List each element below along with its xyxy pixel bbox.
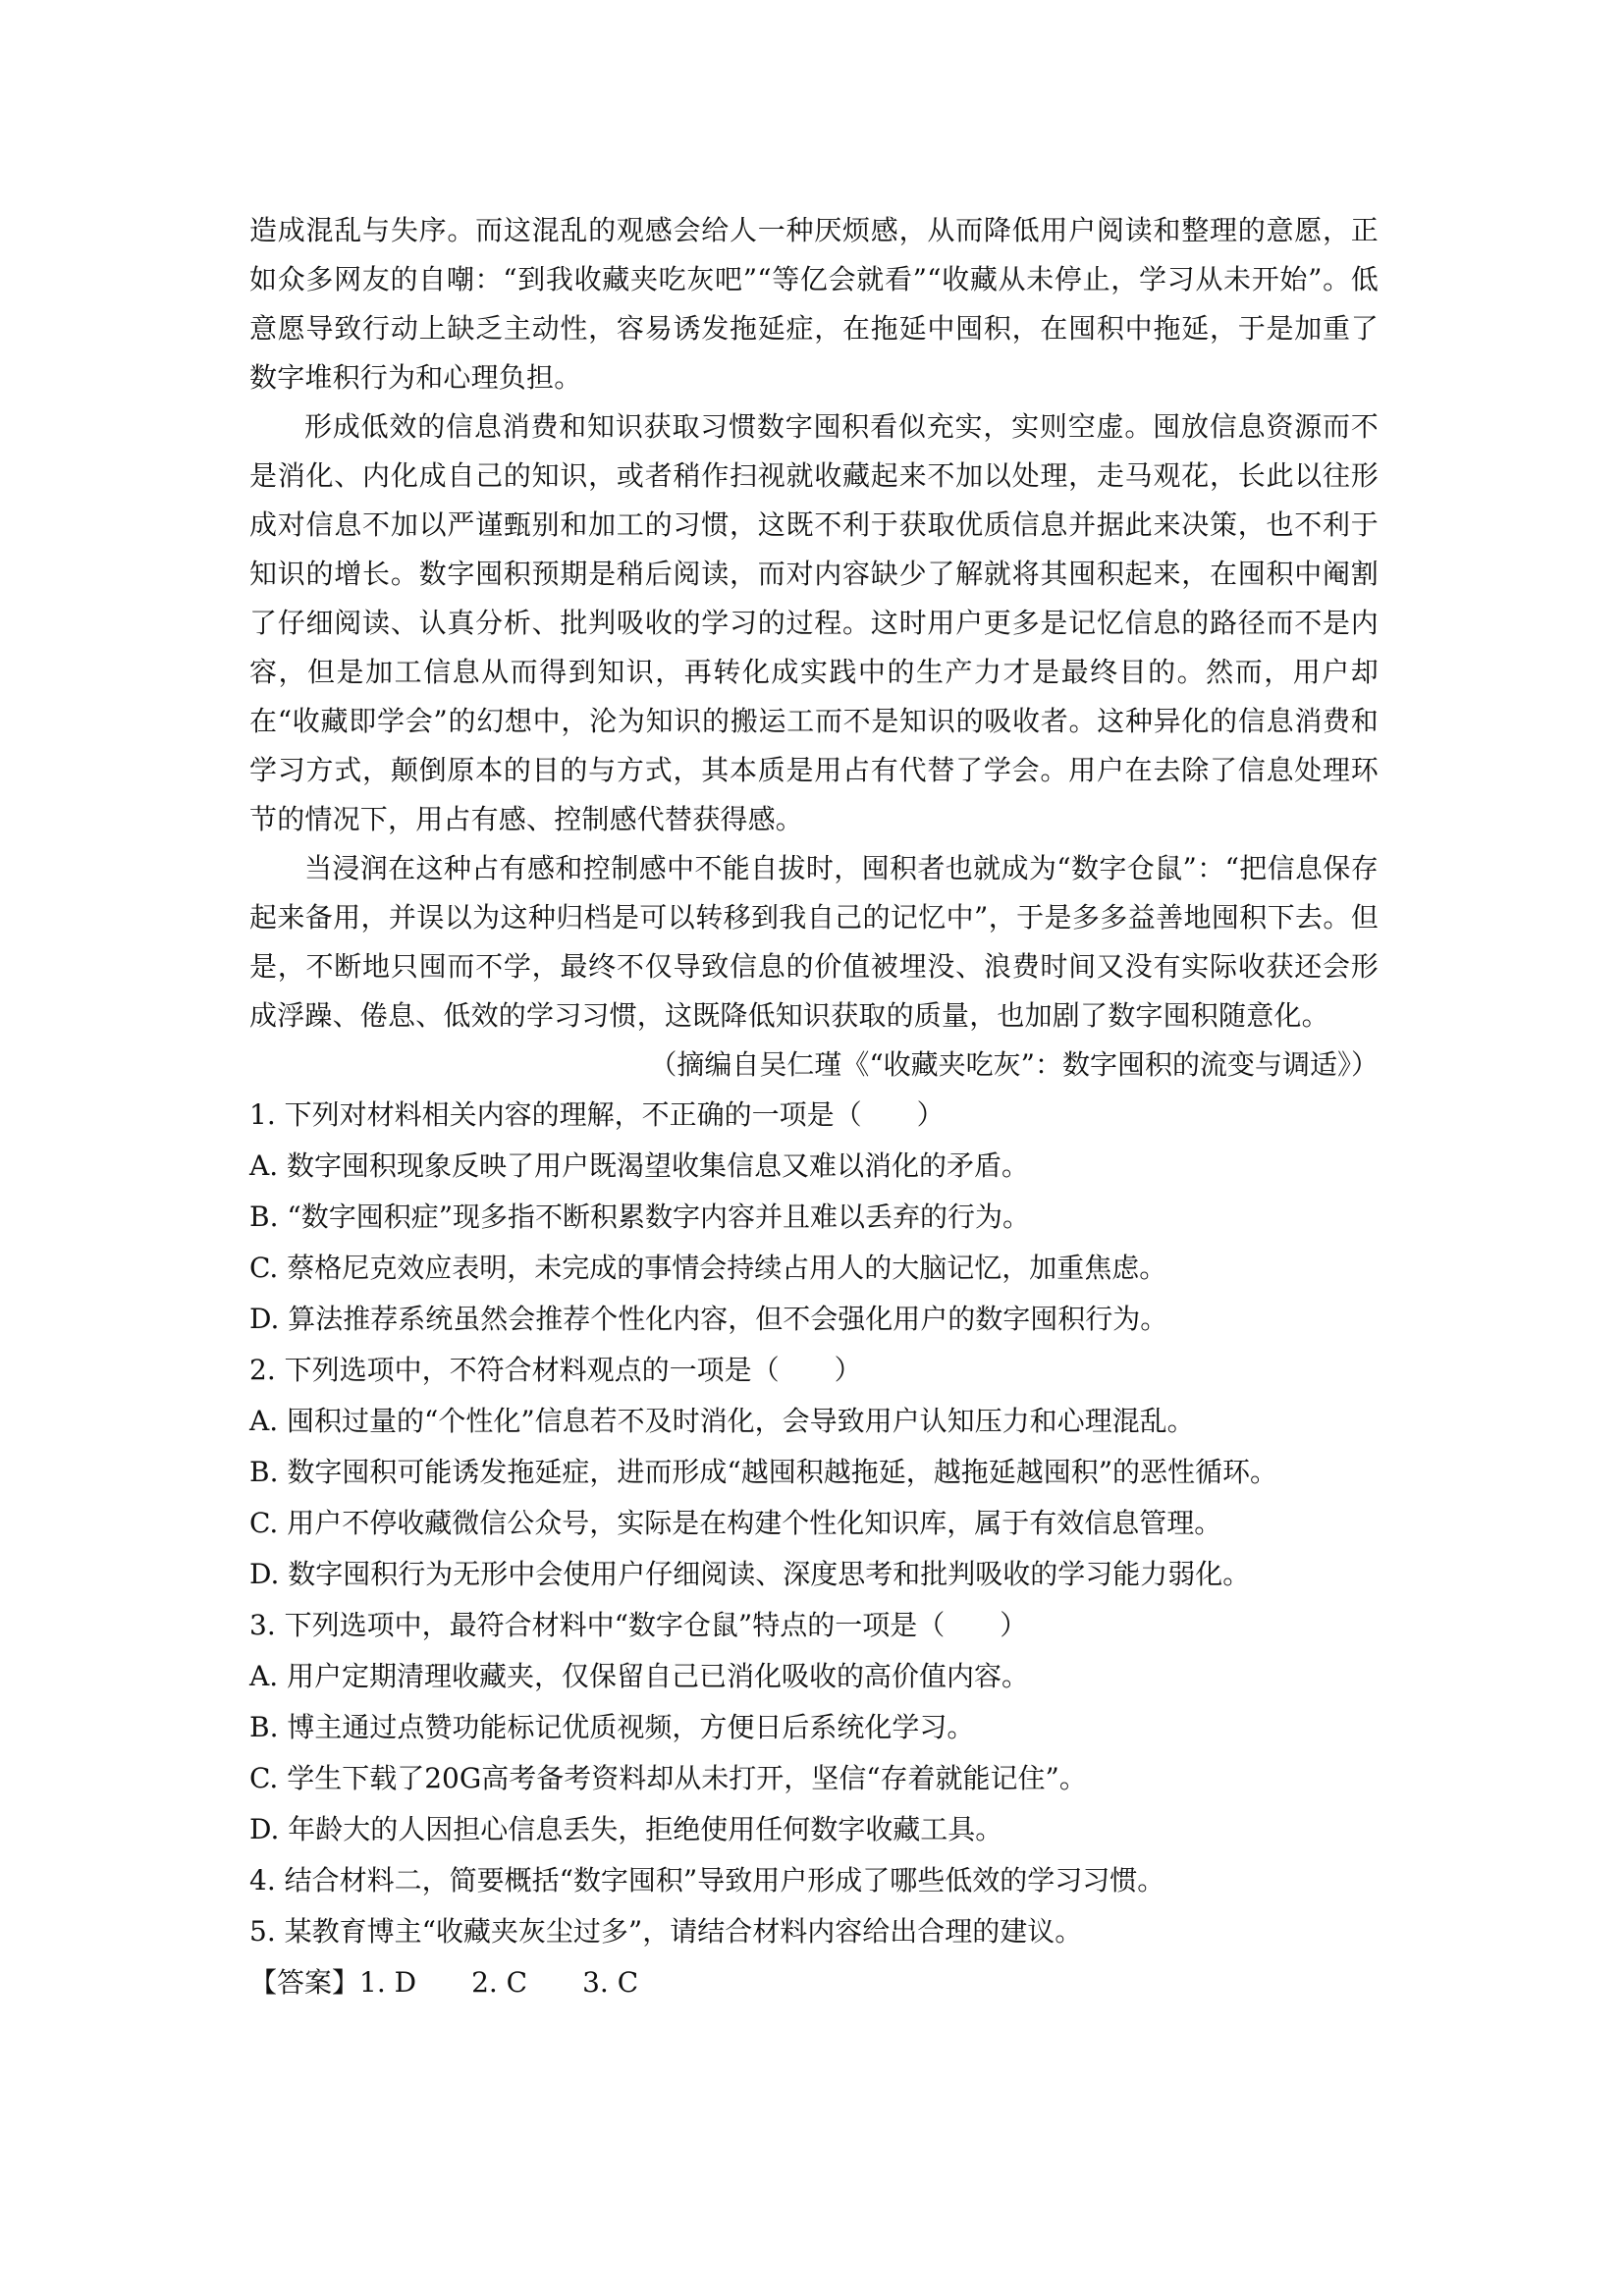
question-3-option-c: C. 学生下载了20G高考备考资料却从未打开，坚信“存着就能记住”。 (249, 1762, 1087, 1794)
question-2-option-d: D. 数字囤积行为无形中会使用户仔细阅读、深度思考和批判吸收的学习能力弱化。 (249, 1558, 1251, 1590)
question-1-option-d: D. 算法推荐系统虽然会推荐个性化内容，但不会强化用户的数字囤积行为。 (249, 1303, 1168, 1335)
question-3-option-b: B. 博主通过点赞功能标记优质视频，方便日后系统化学习。 (249, 1711, 975, 1743)
question-2-option-b: B. 数字囤积可能诱发拖延症，进而形成“越囤积越拖延，越拖延越囤积”的恶性循环。 (249, 1456, 1278, 1488)
document-body (249, 206, 1379, 2008)
question-2: 2. 下列选项中，不符合材料观点的一项是（ ） (249, 1354, 862, 1386)
answer-key: 【答案】1. D 2. C 3. C (249, 1966, 639, 1999)
question-5: 5. 某教育博主“收藏夹灰尘过多”，请结合材料内容给出合理的建议。 (249, 1915, 1083, 1948)
source-citation: （摘编自吴仁瑾《“收藏夹吃灰”：数字囤积的流变与调适》） (649, 1048, 1379, 1081)
question-1-option-c: C. 蔡格尼克效应表明，未完成的事情会持续占用人的大脑记忆，加重焦虑。 (249, 1252, 1167, 1284)
paragraph-1: 造成混乱与失序。而这混乱的观感会给人一种厌烦感，从而降低用户阅读和整理的意愿，正如众多网友的自嘲：“到我收藏夹吃灰吧”“等亿会就看”“收藏从未停止，学习从未开始”。低意愿导致行动上缺乏主动性，容易诱发拖延症，在拖延中囤积，在囤积中拖延，于是加重了数字堆积行为和心理负担。 (249, 214, 1379, 394)
question-3-option-d: D. 年龄大的人因担心信息丢失，拒绝使用任何数字收藏工具。 (249, 1813, 1003, 1845)
question-3: 3. 下列选项中，最符合材料中“数字仓鼠”特点的一项是（ ） (249, 1609, 1028, 1641)
question-1-option-a: A. 数字囤积现象反映了用户既渴望收集信息又难以消化的矛盾。 (249, 1149, 1030, 1182)
question-2-option-c: C. 用户不停收藏微信公众号，实际是在构建个性化知识库，属于有效信息管理。 (249, 1507, 1222, 1539)
question-1: 1. 下列对材料相关内容的理解，不正确的一项是（ ） (249, 1098, 945, 1131)
question-4: 4. 结合材料二，简要概括“数字囤积”导致用户形成了哪些低效的学习习惯。 (249, 1864, 1165, 1896)
question-2-option-a: A. 囤积过量的“个性化”信息若不及时消化，会导致用户认知压力和心理混乱。 (249, 1405, 1195, 1437)
question-3-option-a: A. 用户定期清理收藏夹，仅保留自己已消化吸收的高价值内容。 (249, 1660, 1030, 1692)
question-1-option-b: B. “数字囤积症”现多指不断积累数字内容并且难以丢弃的行为。 (249, 1201, 1031, 1233)
paragraph-2: 形成低效的信息消费和知识获取习惯数字囤积看似充实，实则空虚。囤放信息资源而不是消化、内化成自己的知识，或者稍作扫视就收藏起来不加以处理，走马观花，长此以往形成对信息不加以严谨甄别和加工的习惯，这既不利于获取优质信息并据此来决策，也不利于知识的增长。数字囤积预期是稍后阅读，而对内容缺少了解就将其囤积起来，在囤积中阉割了仔细阅读、认真分析、批判吸收的学习的过程。这时用户更多是记忆信息的路径而不是内容，但是加工信息从而得到知识，再转化成实践中的生产力才是最终目的。然而，用户却在“收藏即学会”的幻想中，沦为知识的搬运工而不是知识的吸收者。这种异化的信息消费和学习方式，颠倒原本的目的与方式，其本质是用占有代替了学会。用户在去除了信息处理环节的情况下，用占有感、控制感代替获得感。 (249, 410, 1379, 835)
paragraph-3: 当浸润在这种占有感和控制感中不能自拔时，囤积者也就成为“数字仓鼠”：“把信息保存起来备用，并误以为这种归档是可以转移到我自己的记忆中”，于是多多益善地囤积下去。但是，不断地只囤而不学，最终不仅导致信息的价值被埋没、浪费时间又没有实际收获还会形成浮躁、倦息、低效的学习习惯，这既降低知识获取的质量，也加剧了数字囤积随意化。 (249, 852, 1379, 1032)
